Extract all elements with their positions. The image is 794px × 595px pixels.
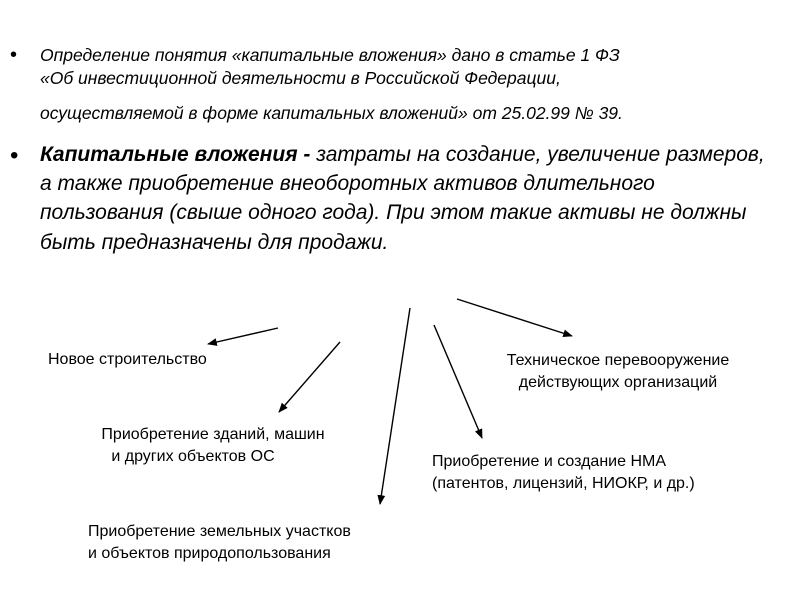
node-nma-line-1: Приобретение и создание НМА [432,453,666,470]
node-land [88,521,351,566]
arrow-to-land [380,308,410,504]
arrow-to-new-construction [208,328,278,344]
node-land-line-1: Приобретение земельных участков [88,523,351,540]
intro-line-2: «Об инвестиционной деятельности в Российской Федерации, [40,68,561,89]
node-new-construction-label: Новое строительство [48,351,207,368]
node-rearmament-line-1: Техническое перевооружение [506,352,730,369]
arrow-to-rearmament [457,299,572,336]
arrow-to-buildings [279,342,340,412]
intro-line-3: осуществляемой в форме капитальных вложений» от 25.02.99 № 39. [40,103,623,124]
definition-term: Капитальные вложения - [40,143,311,166]
intro-line-1: Определение понятия «капитальные вложения» дано в статье 1 ФЗ [40,45,620,65]
node-buildings [70,424,356,469]
node-nma-line-2: (патентов, лицензий, НИОКР, и др.) [432,475,695,493]
node-buildings-line-2: и других объектов ОС [111,448,275,466]
node-new-construction [48,349,207,371]
node-nma [432,451,695,496]
node-rearmament-line-2: действующих организаций [518,374,718,392]
definition-text: затраты на создание, увеличение размеров, а также приобретение внеоборотных активов длительного пользования (свыше одного года). При этом такие активы не должны быть предназначены для продажи. [40,143,765,254]
bullet-1: • [10,44,18,66]
bullet-2: • [10,142,19,169]
node-land-line-2: и объектов природопользования [88,545,331,563]
node-rearmament [475,350,761,395]
node-buildings-line-1: Приобретение зданий, машин [101,426,325,443]
